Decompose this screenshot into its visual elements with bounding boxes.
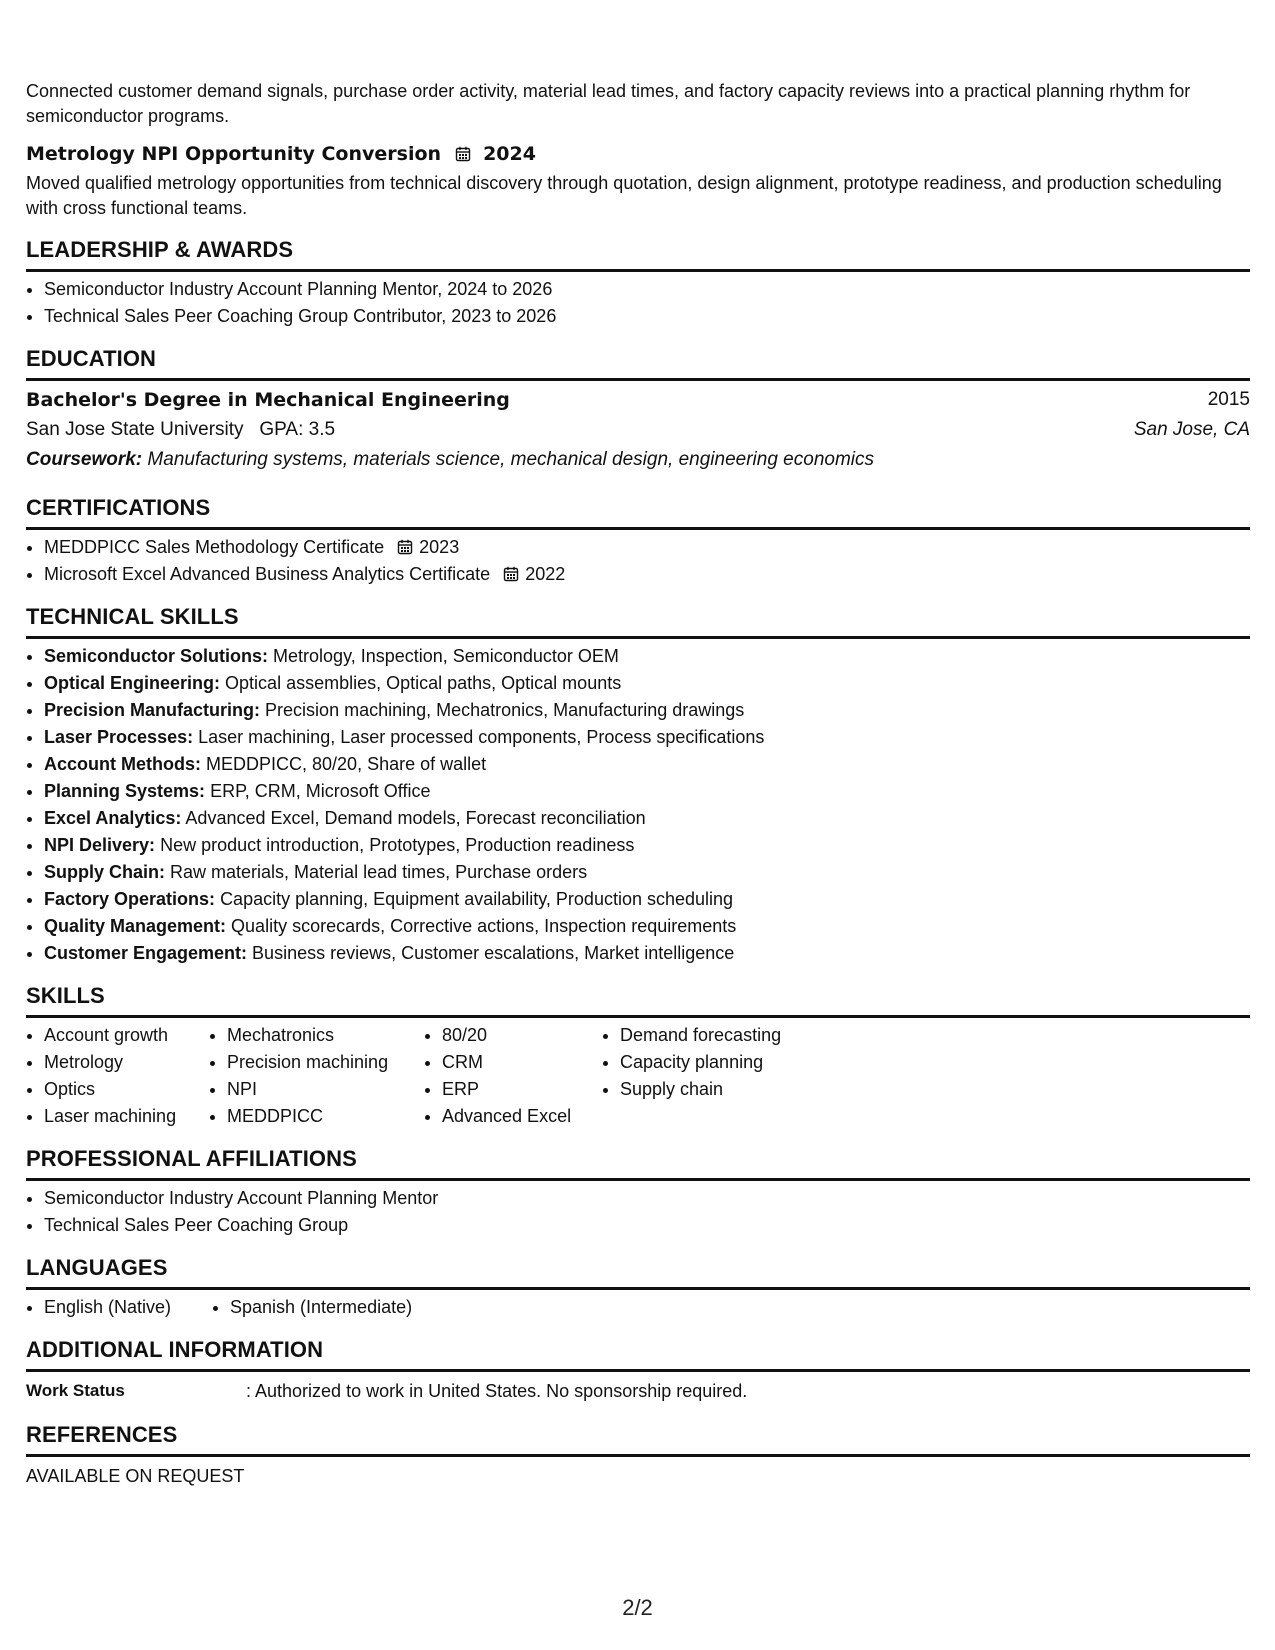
section-heading-affiliations: PROFESSIONAL AFFILIATIONS bbox=[26, 1130, 1250, 1181]
project-description: Moved qualified metrology opportunities from technical discovery through quotation, design alignment, prototype readiness, and production scheduling with cross functional teams. bbox=[26, 173, 1222, 218]
school-name: San Jose State University bbox=[26, 419, 244, 440]
certificate-name: Microsoft Excel Advanced Business Analytics Certificate bbox=[44, 564, 491, 584]
coursework bbox=[26, 445, 1250, 475]
skills-column bbox=[209, 1022, 424, 1130]
list-item: • Laser machining bbox=[44, 1103, 209, 1130]
page-number: 2/2 bbox=[622, 1595, 653, 1620]
skill-values: MEDDPICC, 80/20, Share of wallet bbox=[206, 754, 487, 774]
list-item: • Semiconductor Industry Account Planning Mentor bbox=[44, 1185, 1250, 1212]
projects-section bbox=[26, 79, 1250, 221]
skill-category: Quality Management: bbox=[44, 916, 227, 936]
skill-values: Quality scorecards, Corrective actions, Inspection requirements bbox=[231, 916, 737, 936]
calendar-icon bbox=[397, 539, 413, 555]
languages-column bbox=[26, 1294, 212, 1321]
list-item bbox=[44, 561, 1250, 588]
work-status-label: Work Status bbox=[26, 1381, 125, 1400]
skill-category: Customer Engagement: bbox=[44, 943, 248, 963]
skill-values: Precision machining, Mechatronics, Manufacturing drawings bbox=[265, 700, 745, 720]
list-item: • CRM bbox=[442, 1049, 602, 1076]
skill-category: Planning Systems: bbox=[44, 781, 206, 801]
certificate-year: 2022 bbox=[525, 564, 566, 584]
skills-column bbox=[602, 1022, 840, 1130]
section-heading-technical-skills: TECHNICAL SKILLS bbox=[26, 588, 1250, 639]
list-item bbox=[44, 940, 1250, 967]
skill-values: ERP, CRM, Microsoft Office bbox=[210, 781, 431, 801]
skill-category: Account Methods: bbox=[44, 754, 201, 774]
coursework-text: Manufacturing systems, materials science, mechanical design, engineering economics bbox=[147, 449, 874, 470]
list-item: • Demand forecasting bbox=[620, 1022, 840, 1049]
leadership-section bbox=[26, 221, 1250, 330]
coursework-label: Coursework: bbox=[26, 449, 143, 470]
section-heading-additional-info: ADDITIONAL INFORMATION bbox=[26, 1321, 1250, 1372]
skills-section bbox=[26, 967, 1250, 1130]
list-item: • Mechatronics bbox=[227, 1022, 424, 1049]
education-degree-row bbox=[26, 385, 1250, 415]
list-item bbox=[44, 751, 1250, 778]
list-item: • Account growth bbox=[44, 1022, 209, 1049]
skills-column bbox=[26, 1022, 209, 1130]
list-item bbox=[44, 534, 1250, 561]
section-heading-leadership: LEADERSHIP & AWARDS bbox=[26, 221, 1250, 272]
certificate-year: 2023 bbox=[419, 537, 460, 557]
certifications-list bbox=[26, 534, 1250, 588]
section-heading-certifications: CERTIFICATIONS bbox=[26, 475, 1250, 530]
skill-values: Optical assemblies, Optical paths, Optical mounts bbox=[225, 673, 622, 693]
skill-values: Laser machining, Laser processed components, Process specifications bbox=[198, 727, 765, 747]
list-item bbox=[44, 859, 1250, 886]
certificate-name: MEDDPICC Sales Methodology Certificate bbox=[44, 537, 385, 557]
calendar-icon bbox=[455, 146, 471, 162]
list-item bbox=[44, 670, 1250, 697]
skills-column bbox=[424, 1022, 602, 1130]
gpa: GPA: 3.5 bbox=[259, 419, 336, 440]
list-item: • Capacity planning bbox=[620, 1049, 840, 1076]
graduation-year: 2015 bbox=[1207, 389, 1250, 410]
list-item: • Precision machining bbox=[227, 1049, 424, 1076]
list-item bbox=[44, 886, 1250, 913]
list-item bbox=[44, 832, 1250, 859]
affiliations-list bbox=[26, 1185, 1250, 1239]
skill-category: Laser Processes: bbox=[44, 727, 194, 747]
education-school-row bbox=[26, 415, 1250, 445]
list-item: • MEDDPICC bbox=[227, 1103, 424, 1130]
languages-row bbox=[26, 1294, 1250, 1321]
work-status-row bbox=[26, 1376, 1250, 1406]
references-section bbox=[26, 1406, 1250, 1491]
education-section bbox=[26, 330, 1250, 475]
skill-values: Capacity planning, Equipment availability, Production scheduling bbox=[220, 889, 734, 909]
list-item bbox=[44, 913, 1250, 940]
skill-category: Factory Operations: bbox=[44, 889, 216, 909]
project-intro-paragraph: Connected customer demand signals, purchase order activity, material lead times, and factory capacity reviews into a practical planning rhythm for semiconductor programs. bbox=[26, 81, 1191, 126]
technical-skills-section bbox=[26, 588, 1250, 967]
technical-skills-list bbox=[26, 643, 1250, 967]
skill-values: Advanced Excel, Demand models, Forecast reconciliation bbox=[185, 808, 646, 828]
calendar-icon bbox=[503, 566, 519, 582]
skill-category: Precision Manufacturing: bbox=[44, 700, 261, 720]
resume-page bbox=[26, 79, 1250, 1491]
skill-category: Optical Engineering: bbox=[44, 673, 221, 693]
list-item: • Semiconductor Industry Account Planning Mentor, 2024 to 2026 bbox=[44, 276, 1250, 303]
project-title-row bbox=[26, 137, 1250, 171]
references-text: AVAILABLE ON REQUEST bbox=[26, 1466, 245, 1486]
skill-values: Raw materials, Material lead times, Purchase orders bbox=[170, 862, 588, 882]
section-heading-references: REFERENCES bbox=[26, 1406, 1250, 1457]
list-item: • Technical Sales Peer Coaching Group bbox=[44, 1212, 1250, 1239]
project-title: Metrology NPI Opportunity Conversion bbox=[26, 143, 442, 165]
skill-values: Business reviews, Customer escalations, Market intelligence bbox=[252, 943, 735, 963]
list-item: • 80/20 bbox=[442, 1022, 602, 1049]
skills-grid bbox=[26, 1022, 1250, 1130]
degree-name: Bachelor's Degree in Mechanical Engineering bbox=[26, 389, 510, 411]
list-item bbox=[44, 643, 1250, 670]
list-item: • NPI bbox=[227, 1076, 424, 1103]
list-item: • Spanish (Intermediate) bbox=[230, 1294, 412, 1321]
list-item: • English (Native) bbox=[44, 1294, 212, 1321]
school-location: San Jose, CA bbox=[1133, 419, 1250, 440]
skill-category: Excel Analytics: bbox=[44, 808, 182, 828]
list-item bbox=[44, 778, 1250, 805]
section-heading-skills: SKILLS bbox=[26, 967, 1250, 1018]
section-heading-education: EDUCATION bbox=[26, 330, 1250, 381]
project-year: 2024 bbox=[483, 143, 536, 165]
additional-info-section bbox=[26, 1321, 1250, 1406]
certifications-section bbox=[26, 475, 1250, 588]
list-item: • Advanced Excel bbox=[442, 1103, 602, 1130]
section-heading-languages: LANGUAGES bbox=[26, 1239, 1250, 1290]
list-item bbox=[44, 697, 1250, 724]
languages-column bbox=[212, 1294, 412, 1321]
list-item: • ERP bbox=[442, 1076, 602, 1103]
skill-values: Metrology, Inspection, Semiconductor OEM bbox=[273, 646, 619, 666]
list-item bbox=[44, 724, 1250, 751]
list-item: • Metrology bbox=[44, 1049, 209, 1076]
list-item: • Optics bbox=[44, 1076, 209, 1103]
affiliations-section bbox=[26, 1130, 1250, 1239]
work-status-value: : Authorized to work in United States. No sponsorship required. bbox=[246, 1381, 748, 1401]
skill-category: Supply Chain: bbox=[44, 862, 165, 882]
languages-section bbox=[26, 1239, 1250, 1321]
skill-values: New product introduction, Prototypes, Production readiness bbox=[160, 835, 635, 855]
skill-category: Semiconductor Solutions: bbox=[44, 646, 269, 666]
list-item: • Technical Sales Peer Coaching Group Contributor, 2023 to 2026 bbox=[44, 303, 1250, 330]
list-item: • Supply chain bbox=[620, 1076, 840, 1103]
list-item bbox=[44, 805, 1250, 832]
leadership-list bbox=[26, 276, 1250, 330]
skill-category: NPI Delivery: bbox=[44, 835, 156, 855]
